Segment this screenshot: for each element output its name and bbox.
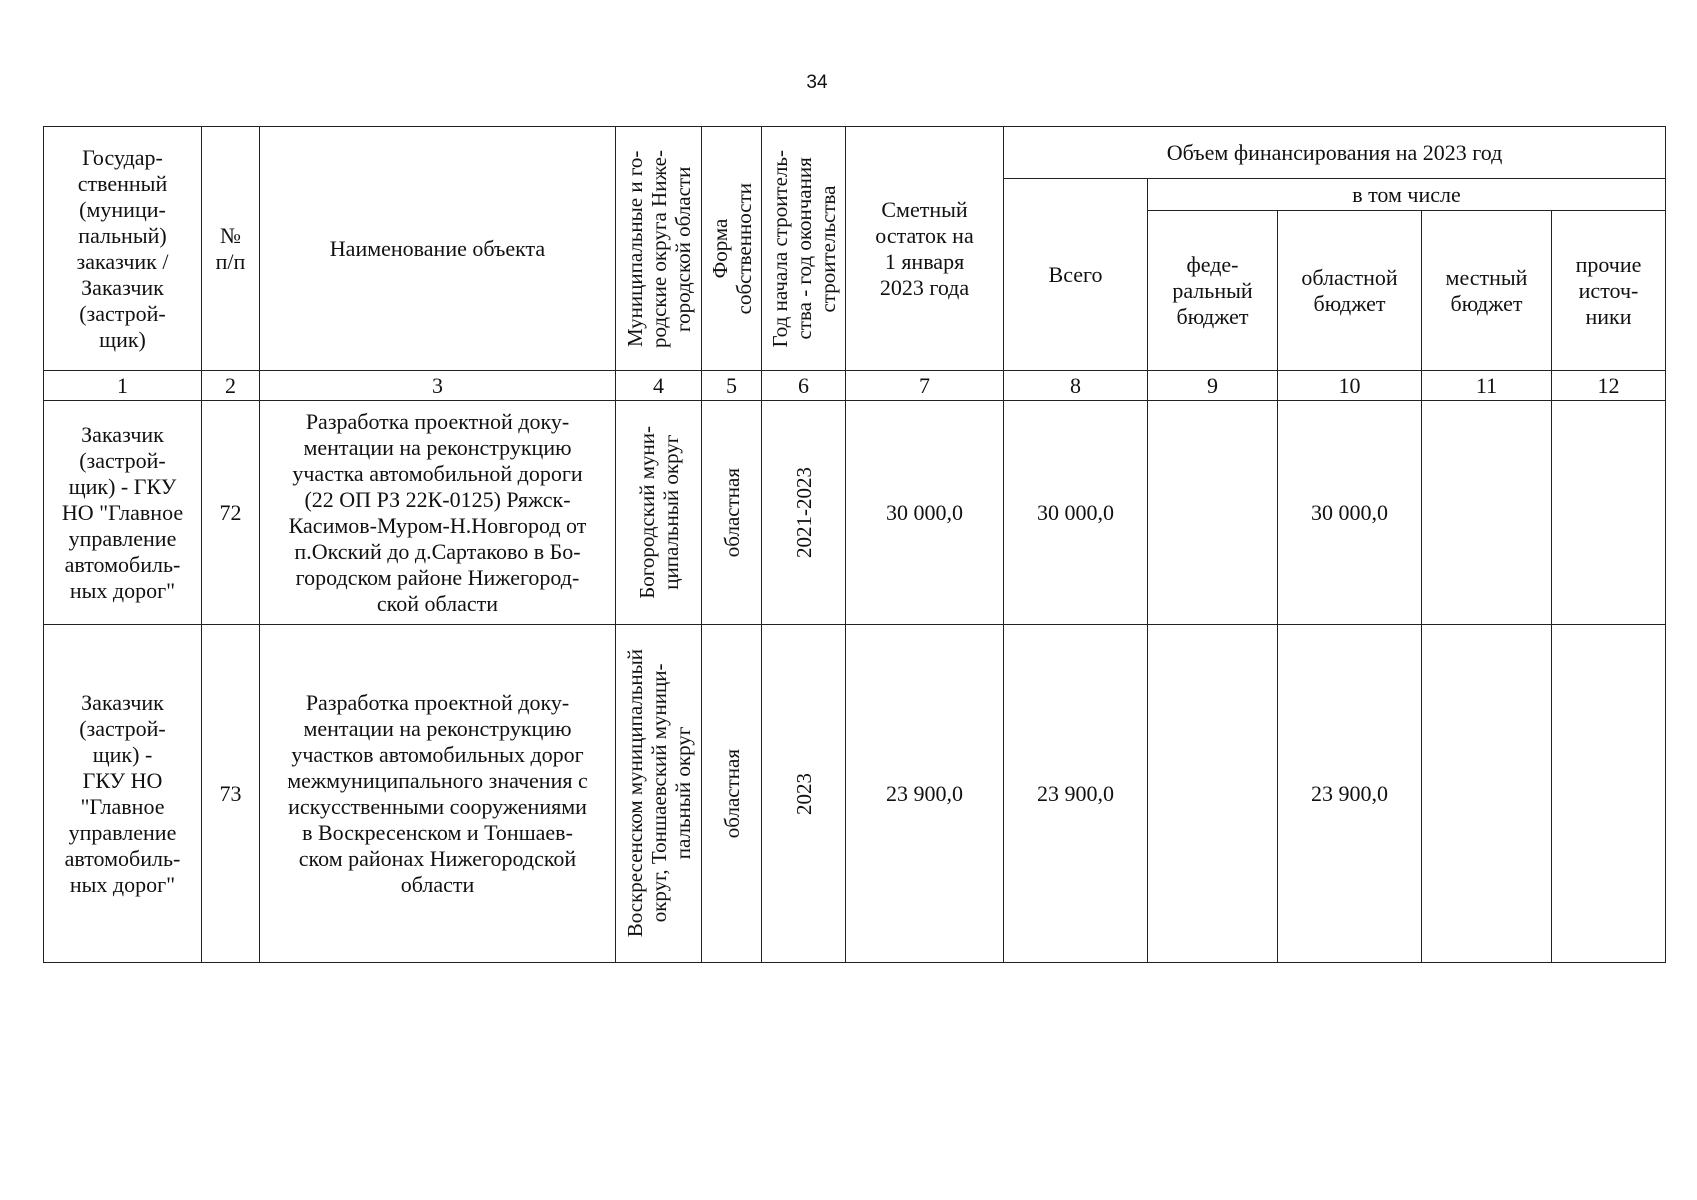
row-years: 2021-2023 bbox=[762, 401, 846, 625]
row-total: 23 900,0 bbox=[1004, 625, 1148, 963]
row-federal bbox=[1148, 401, 1278, 625]
header-including: в том числе bbox=[1148, 179, 1666, 211]
column-number: 1 bbox=[44, 371, 202, 401]
column-number: 4 bbox=[616, 371, 702, 401]
header-num: № п/п bbox=[202, 127, 260, 371]
header-total: Всего bbox=[1004, 179, 1148, 371]
column-number: 10 bbox=[1278, 371, 1422, 401]
column-number: 11 bbox=[1422, 371, 1552, 401]
page-number: 34 bbox=[806, 72, 828, 93]
row-customer: Заказчик (застрой- щик) - ГКУ НО "Главное управление автомобиль- ных дорог" bbox=[44, 625, 202, 963]
row-num: 73 bbox=[202, 625, 260, 963]
row-other bbox=[1552, 625, 1666, 963]
row-other bbox=[1552, 401, 1666, 625]
funding-table bbox=[43, 126, 1666, 963]
row-object-name: Разработка проектной доку- ментации на реконструкцию участков автомобильных дорог межмуниципального значения с искусственными сооружениями в Воскресенском и Тоншаев- ском районах Нижегородской области bbox=[260, 625, 616, 963]
column-number: 3 bbox=[260, 371, 616, 401]
column-number: 9 bbox=[1148, 371, 1278, 401]
row-total: 30 000,0 bbox=[1004, 401, 1148, 625]
row-municipal: Богородский муни- ципальный округ bbox=[616, 401, 702, 625]
row-municipal: Воскресенском муниципальный округ, Тоншаевский муници- пальный округ bbox=[616, 625, 702, 963]
header-years: Год начала строитель- ства - год окончания строительства bbox=[762, 127, 846, 371]
header-funding: Объем финансирования на 2023 год bbox=[1004, 127, 1666, 179]
row-estimate: 30 000,0 bbox=[846, 401, 1004, 625]
header-other: прочие источ- ники bbox=[1552, 211, 1666, 371]
row-local bbox=[1422, 625, 1552, 963]
table-row bbox=[44, 625, 1666, 963]
header-object-name: Наименование объекта bbox=[260, 127, 616, 371]
column-number: 8 bbox=[1004, 371, 1148, 401]
header-estimate: Сметный остаток на 1 января 2023 года bbox=[846, 127, 1004, 371]
row-estimate: 23 900,0 bbox=[846, 625, 1004, 963]
column-number: 5 bbox=[702, 371, 762, 401]
header-municipal: Муниципальные и го- родские округа Ниже- городской области bbox=[616, 127, 702, 371]
row-customer: Заказчик (застрой- щик) - ГКУ НО "Главное управление автомобиль- ных дорог" bbox=[44, 401, 202, 625]
column-number: 6 bbox=[762, 371, 846, 401]
row-ownership: областная bbox=[702, 401, 762, 625]
row-object-name: Разработка проектной доку- ментации на реконструкцию участка автомобильной дороги (22 ОП РЗ 22К-0125) Ряжск- Касимов-Муром-Н.Новгород от п.Окский до д.Сартаково в Бо- городском районе Нижегород- ской области bbox=[260, 401, 616, 625]
column-number: 7 bbox=[846, 371, 1004, 401]
row-local bbox=[1422, 401, 1552, 625]
row-federal bbox=[1148, 625, 1278, 963]
header-local: местный бюджет bbox=[1422, 211, 1552, 371]
column-number: 12 bbox=[1552, 371, 1666, 401]
header-regional: областной бюджет bbox=[1278, 211, 1422, 371]
row-num: 72 bbox=[202, 401, 260, 625]
row-ownership: областная bbox=[702, 625, 762, 963]
row-regional: 30 000,0 bbox=[1278, 401, 1422, 625]
header-customer: Государ- ственный (муници- пальный) заказчик / Заказчик (застрой- щик) bbox=[44, 127, 202, 371]
header-ownership: Форма собственности bbox=[702, 127, 762, 371]
table-row bbox=[44, 401, 1666, 625]
header-federal: феде- ральный бюджет bbox=[1148, 211, 1278, 371]
column-numbers-row bbox=[44, 371, 1666, 401]
header-row-1 bbox=[44, 127, 1666, 179]
row-years: 2023 bbox=[762, 625, 846, 963]
column-number: 2 bbox=[202, 371, 260, 401]
row-regional: 23 900,0 bbox=[1278, 625, 1422, 963]
